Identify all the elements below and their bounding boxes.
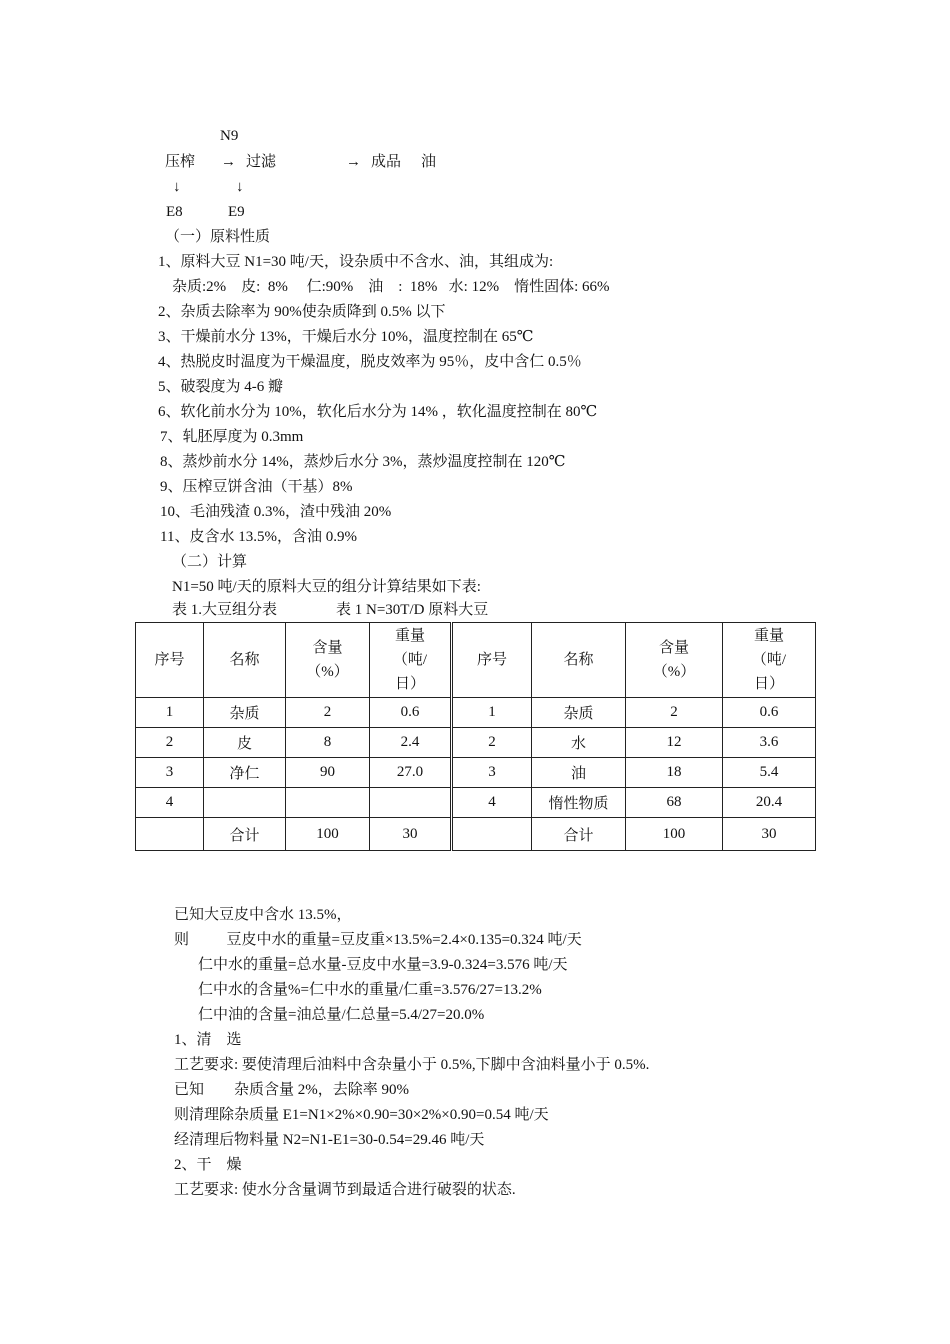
cell: 1 xyxy=(452,698,532,728)
body-line: 则清理除杂质量 E1=N1×2%×0.90=30×2%×0.90=0.54 吨/天 xyxy=(174,1107,549,1123)
cell: 3.6 xyxy=(723,728,816,758)
property-item: 8、蒸炒前水分 14%，蒸炒后水分 3%，蒸炒温度控制在 120℃ xyxy=(160,454,566,470)
body-line: 1、清 选 xyxy=(174,1032,242,1048)
cell: 68 xyxy=(626,788,723,818)
cell xyxy=(452,818,532,851)
cell: 3 xyxy=(452,758,532,788)
cell: 皮 xyxy=(204,728,286,758)
flow-label-e9: E9 xyxy=(228,204,245,220)
table-caption-left: 表 1.大豆组分表 xyxy=(172,602,278,618)
header-no: 序号 xyxy=(452,623,532,698)
flow-down-arrow-1: ↓ xyxy=(173,179,181,195)
flow-arrow-2: → xyxy=(346,154,361,170)
flow-step-oil: 油 xyxy=(421,154,437,170)
property-item: 5、破裂度为 4-6 瓣 xyxy=(158,379,283,395)
cell: 20.4 xyxy=(723,788,816,818)
cell: 2 xyxy=(452,728,532,758)
property-item: 6、软化前水分为 10%，软化后水分为 14% ，软化温度控制在 80℃ xyxy=(158,404,598,420)
cell: 净仁 xyxy=(204,758,286,788)
cell: 4 xyxy=(452,788,532,818)
cell: 3 xyxy=(136,758,204,788)
cell: 30 xyxy=(723,818,816,851)
cell: 油 xyxy=(532,758,626,788)
cell: 合计 xyxy=(532,818,626,851)
cell xyxy=(204,788,286,818)
property-item: 3、干燥前水分 13%，干燥后水分 10%，温度控制在 65℃ xyxy=(158,329,534,345)
cell: 2 xyxy=(626,698,723,728)
body-line: 仁中油的含量=油总量/仁总量=5.4/27=20.0% xyxy=(198,1007,485,1023)
cell: 18 xyxy=(626,758,723,788)
cell: 100 xyxy=(626,818,723,851)
cell: 杂质 xyxy=(532,698,626,728)
flow-step-filter: 过滤 xyxy=(246,154,277,170)
cell: 90 xyxy=(286,758,370,788)
cell: 合计 xyxy=(204,818,286,851)
flow-down-arrow-2: ↓ xyxy=(236,179,244,195)
cell: 2 xyxy=(286,698,370,728)
property-item: 11、皮含水 13.5%，含油 0.9% xyxy=(160,529,357,545)
header-weight: 重量 （吨/ 日） xyxy=(370,623,452,698)
cell xyxy=(370,788,452,818)
body-line: 已知大豆皮中含水 13.5%， xyxy=(174,907,352,923)
soybean-composition-table xyxy=(135,622,816,851)
cell: 2 xyxy=(136,728,204,758)
body-line: 经清理后物料量 N2=N1-E1=30-0.54=29.46 吨/天 xyxy=(174,1132,485,1148)
property-item: 4、热脱皮时温度为干燥温度，脱皮效率为 95％，皮中含仁 0.5％ xyxy=(158,354,582,370)
body-line: 仁中水的重量=总水量-豆皮中水量=3.9-0.324=3.576 吨/天 xyxy=(198,957,568,973)
cell: 水 xyxy=(532,728,626,758)
flow-step-press: 压榨 xyxy=(165,154,196,170)
cell: 30 xyxy=(370,818,452,851)
cell: 12 xyxy=(626,728,723,758)
table-header-row xyxy=(136,623,816,698)
table-total-row xyxy=(136,818,816,851)
header-content: 含量 （%） xyxy=(626,623,723,698)
body-line: 2、干 燥 xyxy=(174,1157,242,1173)
header-no: 序号 xyxy=(136,623,204,698)
calc-intro: N1=50 吨/天的原料大豆的组分计算结果如下表: xyxy=(172,579,481,595)
body-line: 已知 杂质含量 2%，去除率 90% xyxy=(174,1082,409,1098)
property-item: 9、压榨豆饼含油（干基）8% xyxy=(160,479,353,495)
section-title-calculation: （二）计算 xyxy=(172,554,248,570)
header-content: 含量 （%） xyxy=(286,623,370,698)
flow-step-product: 成品 xyxy=(371,154,402,170)
header-name: 名称 xyxy=(204,623,286,698)
cell: 1 xyxy=(136,698,204,728)
property-item: 7、轧胚厚度为 0.3mm xyxy=(160,429,304,445)
cell: 27.0 xyxy=(370,758,452,788)
cell xyxy=(286,788,370,818)
header-name: 名称 xyxy=(532,623,626,698)
body-line: 工艺要求: 要使清理后油料中含杂量小于 0.5%,下脚中含油料量小于 0.5%. xyxy=(174,1057,650,1073)
header-weight: 重量 （吨/ 日） xyxy=(723,623,816,698)
cell: 杂质 xyxy=(204,698,286,728)
body-line: 仁中水的含量%=仁中水的重量/仁重=3.576/27=13.2% xyxy=(198,982,542,998)
property-item: 2、杂质去除率为 90%使杂质降到 0.5% 以下 xyxy=(158,304,446,320)
cell: 0.6 xyxy=(370,698,452,728)
cell: 0.6 xyxy=(723,698,816,728)
property-item: 1、原料大豆 N1=30 吨/天，设杂质中不含水、油，其组成为: xyxy=(158,254,554,270)
body-line: 工艺要求: 使水分含量调节到最适合进行破裂的状态. xyxy=(174,1182,516,1198)
section-title-raw-material: （一）原料性质 xyxy=(165,229,271,245)
cell: 5.4 xyxy=(723,758,816,788)
table-caption-right: 表 1 N=30T/D 原料大豆 xyxy=(336,602,489,618)
cell xyxy=(136,818,204,851)
property-item: 杂质:2% 皮: 8% 仁:90% 油 : 18% 水: 12% 惰性固体: 66% xyxy=(172,279,610,295)
cell: 100 xyxy=(286,818,370,851)
table-row xyxy=(136,788,816,818)
flow-arrow-1: → xyxy=(221,154,236,170)
flow-label-e8: E8 xyxy=(166,204,183,220)
cell: 2.4 xyxy=(370,728,452,758)
cell: 惰性物质 xyxy=(532,788,626,818)
flow-label-n9: N9 xyxy=(220,128,239,144)
table-row xyxy=(136,728,816,758)
cell: 4 xyxy=(136,788,204,818)
table-row xyxy=(136,698,816,728)
cell: 8 xyxy=(286,728,370,758)
table-row xyxy=(136,758,816,788)
body-line: 则 豆皮中水的重量=豆皮重×13.5%=2.4×0.135=0.324 吨/天 xyxy=(174,932,582,948)
property-item: 10、毛油残渣 0.3%，渣中残油 20% xyxy=(160,504,392,520)
